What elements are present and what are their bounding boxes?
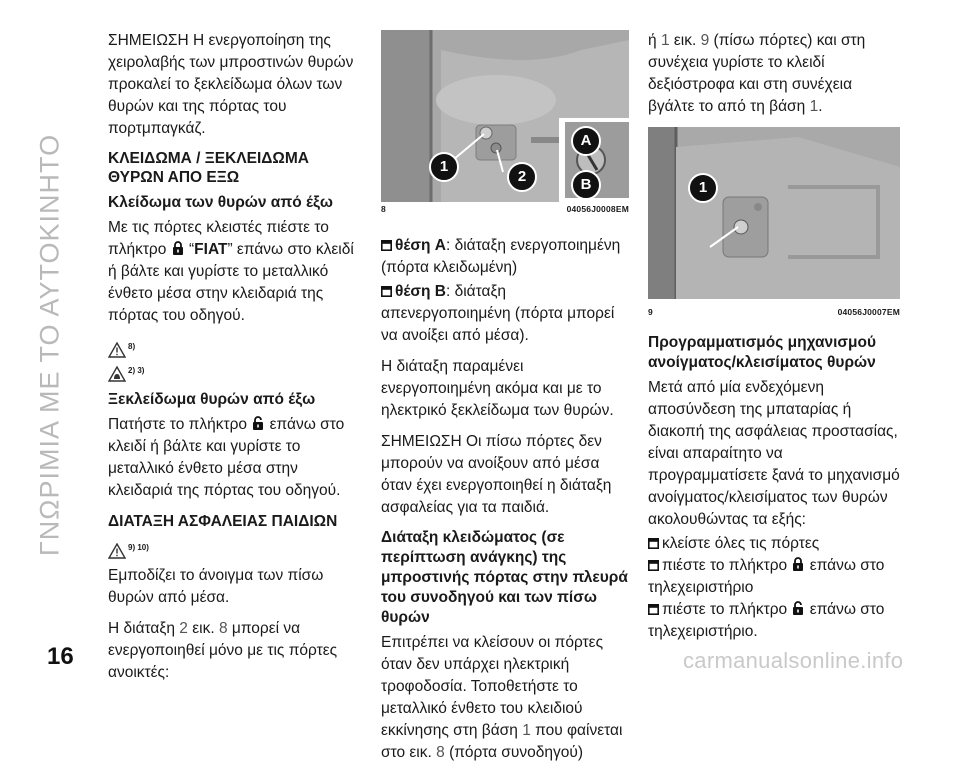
checkbox-bullet-icon: [381, 286, 392, 297]
paragraph-child-1: Εμποδίζει το άνοιγμα των πίσω θυρών από μέσα.: [108, 567, 324, 606]
checkbox-bullet-icon: [648, 604, 659, 615]
callout-a: A: [571, 126, 601, 156]
column-1: [108, 30, 356, 693]
note-intro: ΣΗΜΕΙΩΣΗ Η ενεργοποίηση της χειρολαβής των μπροστινών θυρών προκαλεί το ξεκλείδωμα όλων των θυρών και της πόρτας του πορτμπαγκάζ.: [108, 32, 354, 137]
callout-1: 1: [688, 173, 718, 203]
checkbox-bullet-icon: [648, 560, 659, 571]
subheading-programming: Προγραμματισμός μηχανισμού ανοίγματος/κλεισίματος θυρών: [648, 334, 876, 371]
figure-8-number: 8: [381, 204, 386, 214]
step-1: κλείστε όλες τις πόρτες: [648, 533, 900, 555]
lock-icon: [172, 240, 184, 256]
figure-9-code: 04056J0007EM: [837, 307, 900, 317]
subheading-unlock-outside: Ξεκλείδωμα θυρών από έξω: [108, 391, 316, 408]
callout-1: 1: [429, 152, 459, 182]
position-b-item: θέση B: διάταξη απενεργοποιημένη (πόρτα μπορεί να ανοίξει από μέσα).: [381, 283, 615, 344]
brand-label: FIAT: [194, 241, 228, 258]
watermark: carmanualsonline.info: [683, 648, 904, 673]
figure-9-caption: [648, 301, 900, 323]
section-heading-child-safety: ΔΙΑΤΑΞΗ ΑΣΦΑΛΕΙΑΣ ΠΑΙΔΙΩΝ: [108, 513, 338, 530]
figure-8-code: 04056J0008EM: [566, 204, 629, 214]
column-3: [648, 30, 900, 643]
position-a-item: θέση A: διάταξη ενεργοποιημένη (πόρτα κλειδωμένη): [381, 237, 621, 276]
paragraph-unlock-outside: Πατήστε το πλήκτρο επάνω στο κλειδί ή βάλτε και γυρίστε το μεταλλικό ένθετο μέσα στην κλειδαριά της πόρτας του οδηγού.: [108, 416, 345, 499]
paragraph-emergency: Επιτρέπει να κλείσουν οι πόρτες όταν δεν υπάρχει ηλεκτρική τροφοδοσία. Τοποθετήστε το μεταλλικό ένθετο του κλειδιού εκκίνησης στη βάση 1 που φαίνεται στο εικ. 8 (πόρτα συνοδηγού): [381, 634, 623, 761]
figure-9: [648, 127, 900, 323]
lock-icon: [792, 556, 804, 572]
paragraph-programming: Μετά από μία ενδεχόμενη αποσύνδεση της μπαταρίας ή διακοπή της ασφάλειας προστασίας, είναι απαραίτητο να προγραμματίσετε ξανά το μηχανισμό ανοίγματος/κλεισίματος των θυρών ακολουθώντας τα εξής:: [648, 379, 900, 528]
warning-triangle-icon: [108, 342, 126, 358]
warning-reference-2: 9) 10): [108, 537, 356, 559]
section-heading-lock-unlock: ΚΛΕΙΔΩΜΑ / ΞΕΚΛΕΙΔΩΜΑ ΘΥΡΩΝ ΑΠΟ ΕΞΩ: [108, 150, 309, 186]
callout-2: 2: [507, 162, 537, 192]
column-2: [381, 235, 629, 773]
figure-9-number: 9: [648, 307, 653, 317]
warning-reference-1: 8): [108, 336, 356, 358]
figure-9-image: [648, 127, 900, 299]
chapter-side-title: ΓΝΩΡΙΜΙΑ ΜΕ ΤΟ ΑΥΤΟΚΙΝΗΤΟ: [34, 133, 65, 557]
caution-hand-icon: [108, 366, 126, 382]
subheading-emergency-lock: Διάταξη κλειδώματος (σε περίπτωση ανάγκης) της μπροστινής πόρτας στην πλευρά του συνοδηγού και των πίσω θυρών: [381, 529, 628, 626]
step-3: πιέστε το πλήκτρο επάνω στο τηλεχειριστήριο.: [648, 601, 885, 640]
paragraph-child-2: Η διάταξη 2 εικ. 8 μπορεί να ενεργοποιηθεί μόνο με τις πόρτες ανοικτές:: [108, 620, 338, 681]
paragraph-remains: Η διάταξη παραμένει ενεργοποιημένη ακόμα και με το ηλεκτρικό ξεκλείδωμα των θυρών.: [381, 358, 614, 419]
page-number: 16: [47, 643, 74, 670]
paragraph-lock-outside: Με τις πόρτες κλειστές πιέστε το πλήκτρο “FIAT” επάνω στο κλειδί ή βάλτε και γυρίστε το μεταλλικό ένθετο μέσα στην κλειδαριά της πόρτας του οδηγού.: [108, 219, 354, 324]
figure-8: [381, 30, 629, 224]
callout-b: B: [571, 170, 601, 200]
caution-reference-1: 2) 3): [108, 360, 356, 382]
figure-8-caption: [381, 204, 629, 214]
figure-8-image: [381, 30, 629, 202]
unlock-icon: [252, 415, 264, 431]
checkbox-bullet-icon: [381, 240, 392, 251]
warning-triangle-icon: [108, 543, 126, 559]
subheading-lock-outside: Κλείδωμα των θυρών από έξω: [108, 194, 333, 211]
paragraph-note: ΣΗΜΕΙΩΣΗ Οι πίσω πόρτες δεν μπορούν να ανοίξουν από μέσα όταν έχει ενεργοποιηθεί η διάταξη ασφαλείας για τα παιδιά.: [381, 433, 612, 516]
checkbox-bullet-icon: [648, 538, 659, 549]
unlock-icon: [792, 600, 804, 616]
step-2: πιέστε το πλήκτρο επάνω στο τηλεχειριστήριο: [648, 557, 885, 596]
paragraph-continued: ή 1 εικ. 9 (πίσω πόρτες) και στη συνέχεια γυρίστε το κλειδί δεξιόστροφα και στη συνέχεια βγάλτε το από τη βάση 1.: [648, 32, 866, 115]
